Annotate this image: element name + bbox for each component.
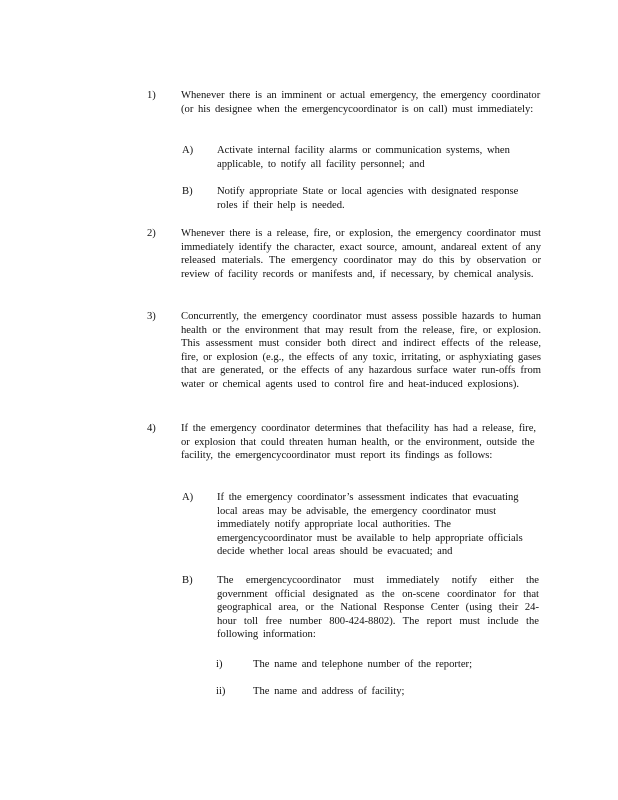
item-number: B) bbox=[182, 575, 193, 586]
item-text: Whenever there is an imminent or actual emergency, the emergency coordinator (or his designee when the emergencycoordinator is on call) must immediately: bbox=[181, 90, 541, 115]
item-text: The emergencycoordinator must immediately notify either the government official designated as the on-scene coordinator for that geographical area, or the National Response Center (using their 24-hour toll free number 800-424-8802). The report must include the following information: bbox=[217, 575, 539, 641]
item-text: The name and telephone number of the reporter; bbox=[253, 659, 473, 670]
item-text: Whenever there is a release, fire, or explosion, the emergency coordinator must immediately identify the character, exact source, amount, andareal extent of any released materials. The emergency coordinator may do this by observation or review of facility records or manifests and, if necessary, by chemical analysis. bbox=[181, 228, 541, 280]
item-text: Notify appropriate State or local agencies with designated response roles if their help is needed. bbox=[217, 186, 519, 211]
item-number: 1) bbox=[147, 90, 156, 101]
item-number: A) bbox=[182, 492, 194, 503]
item-number: 4) bbox=[147, 423, 156, 434]
item-number: 3) bbox=[147, 311, 156, 322]
item-number: A) bbox=[182, 145, 194, 156]
item-number: B) bbox=[182, 186, 193, 197]
item-text: The name and address of facility; bbox=[253, 686, 405, 697]
item-number: i) bbox=[216, 659, 223, 670]
item-text: If the emergency coordinator’s assessment indicates that evacuating local areas may be advisable, the emergency coordinator must immediately notify appropriate local authorities. The emergencycoordinator must be available to help appropriate officials decide whether local areas should be evacuated; and bbox=[217, 492, 523, 558]
item-text: Activate internal facility alarms or communication systems, when applicable, to notify all facility personnel; and bbox=[217, 145, 510, 170]
item-text: Concurrently, the emergency coordinator must assess possible hazards to human health or the environment that may result from the release, fire, or explosion. This assessment must consider both direct and indirect effects of the release, fire, or explosion (e.g., the effects of any toxic, irritating, or asphyxiating gases that are generated, or the effects of any hazardous surface water run-offs from water or chemical agents used to control fire and heat-induced explosions). bbox=[181, 311, 541, 390]
item-number: 2) bbox=[147, 228, 156, 239]
item-text: If the emergency coordinator determines that thefacility has had a release, fire, or explosion that could threaten human health, or the environment, outside the facility, the emergencycoordinator must report its findings as follows: bbox=[181, 423, 537, 462]
item-number: ii) bbox=[216, 686, 226, 697]
